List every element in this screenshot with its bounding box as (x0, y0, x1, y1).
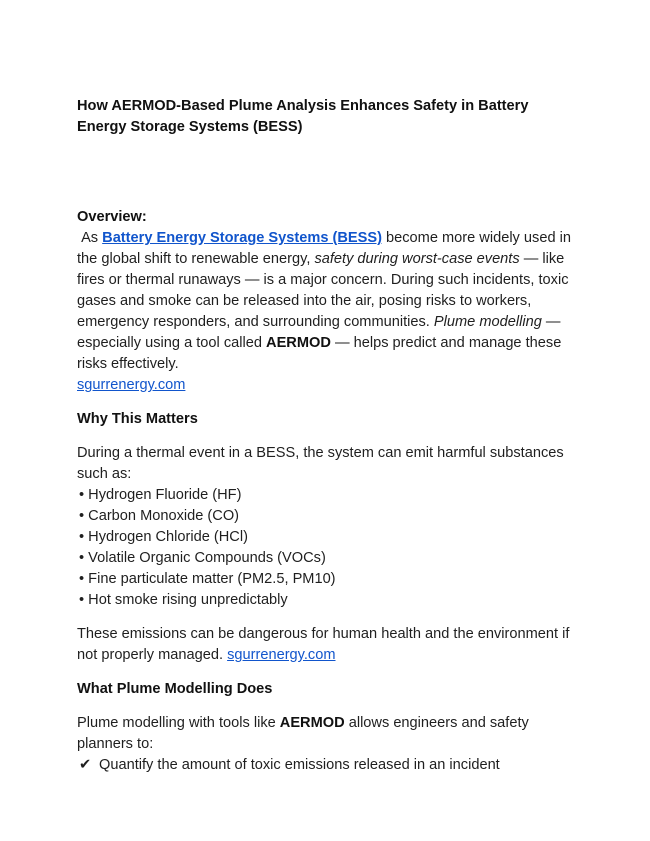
bess-link[interactable]: Battery Energy Storage Systems (BESS) (102, 230, 382, 246)
what-bold-aermod: AERMOD (279, 715, 345, 731)
bullet-icon: • (79, 550, 85, 566)
what-intro: Plume modelling with tools like AERMOD allows engineers and safety planners to: (77, 715, 529, 752)
list-item: • Carbon Monoxide (CO) (79, 508, 240, 524)
why-intro: During a thermal event in a BESS, the system can emit harmful substances such as: (77, 445, 564, 482)
check-icon: ✔ (79, 757, 92, 773)
list-item: • Hot smoke rising unpredictably (79, 592, 288, 608)
overview-text-4: — helps predict and manage these risks effectively. (77, 335, 562, 372)
bullet-icon: • (79, 571, 85, 587)
overview-text-1: become more widely used in the global shift to renewable energy, (77, 230, 571, 267)
overview-text-3: — especially using a tool called (77, 314, 561, 351)
bullet-icon: • (79, 508, 85, 524)
overview-source-link[interactable]: sgurrenergy.com (77, 377, 186, 393)
why-heading: Why This Matters (77, 411, 198, 427)
bullet-icon: • (79, 529, 85, 545)
bullet-icon: • (79, 487, 85, 503)
bullet-icon: • (79, 592, 85, 608)
why-closing: These emissions can be dangerous for human health and the environment if not properly managed. sgurrenergy.com (77, 626, 570, 663)
list-item: • Hydrogen Chloride (HCl) (79, 529, 248, 545)
overview-italic-1: safety during worst-case events (314, 251, 520, 267)
overview-italic-2: Plume modelling (433, 314, 542, 330)
overview-heading: Overview: (77, 209, 147, 225)
overview-text-2: — like fires or thermal runaways — is a major concern. During such incidents, toxic gases and smoke can be released into the air, posing risks to workers, emergency responders, and surrounding communities. (77, 251, 569, 330)
document-title: How AERMOD-Based Plume Analysis Enhances Safety in Battery Energy Storage Systems (BESS) (77, 98, 529, 135)
list-item: ✔ Quantify the amount of toxic emissions released in an incident (77, 755, 577, 776)
list-item: • Volatile Organic Compounds (VOCs) (79, 550, 326, 566)
what-heading: What Plume Modelling Does (77, 681, 273, 697)
list-item: • Fine particulate matter (PM2.5, PM10) (79, 571, 336, 587)
why-source-link[interactable]: sgurrenergy.com (227, 647, 336, 663)
document-content (77, 96, 577, 776)
overview-paragraph (77, 228, 577, 396)
what-capabilities-list (77, 755, 577, 776)
why-emissions-list (77, 485, 577, 611)
overview-intro-as: As (81, 230, 99, 246)
overview-bold-aermod: AERMOD (266, 335, 331, 351)
list-item: • Hydrogen Fluoride (HF) (79, 487, 242, 503)
